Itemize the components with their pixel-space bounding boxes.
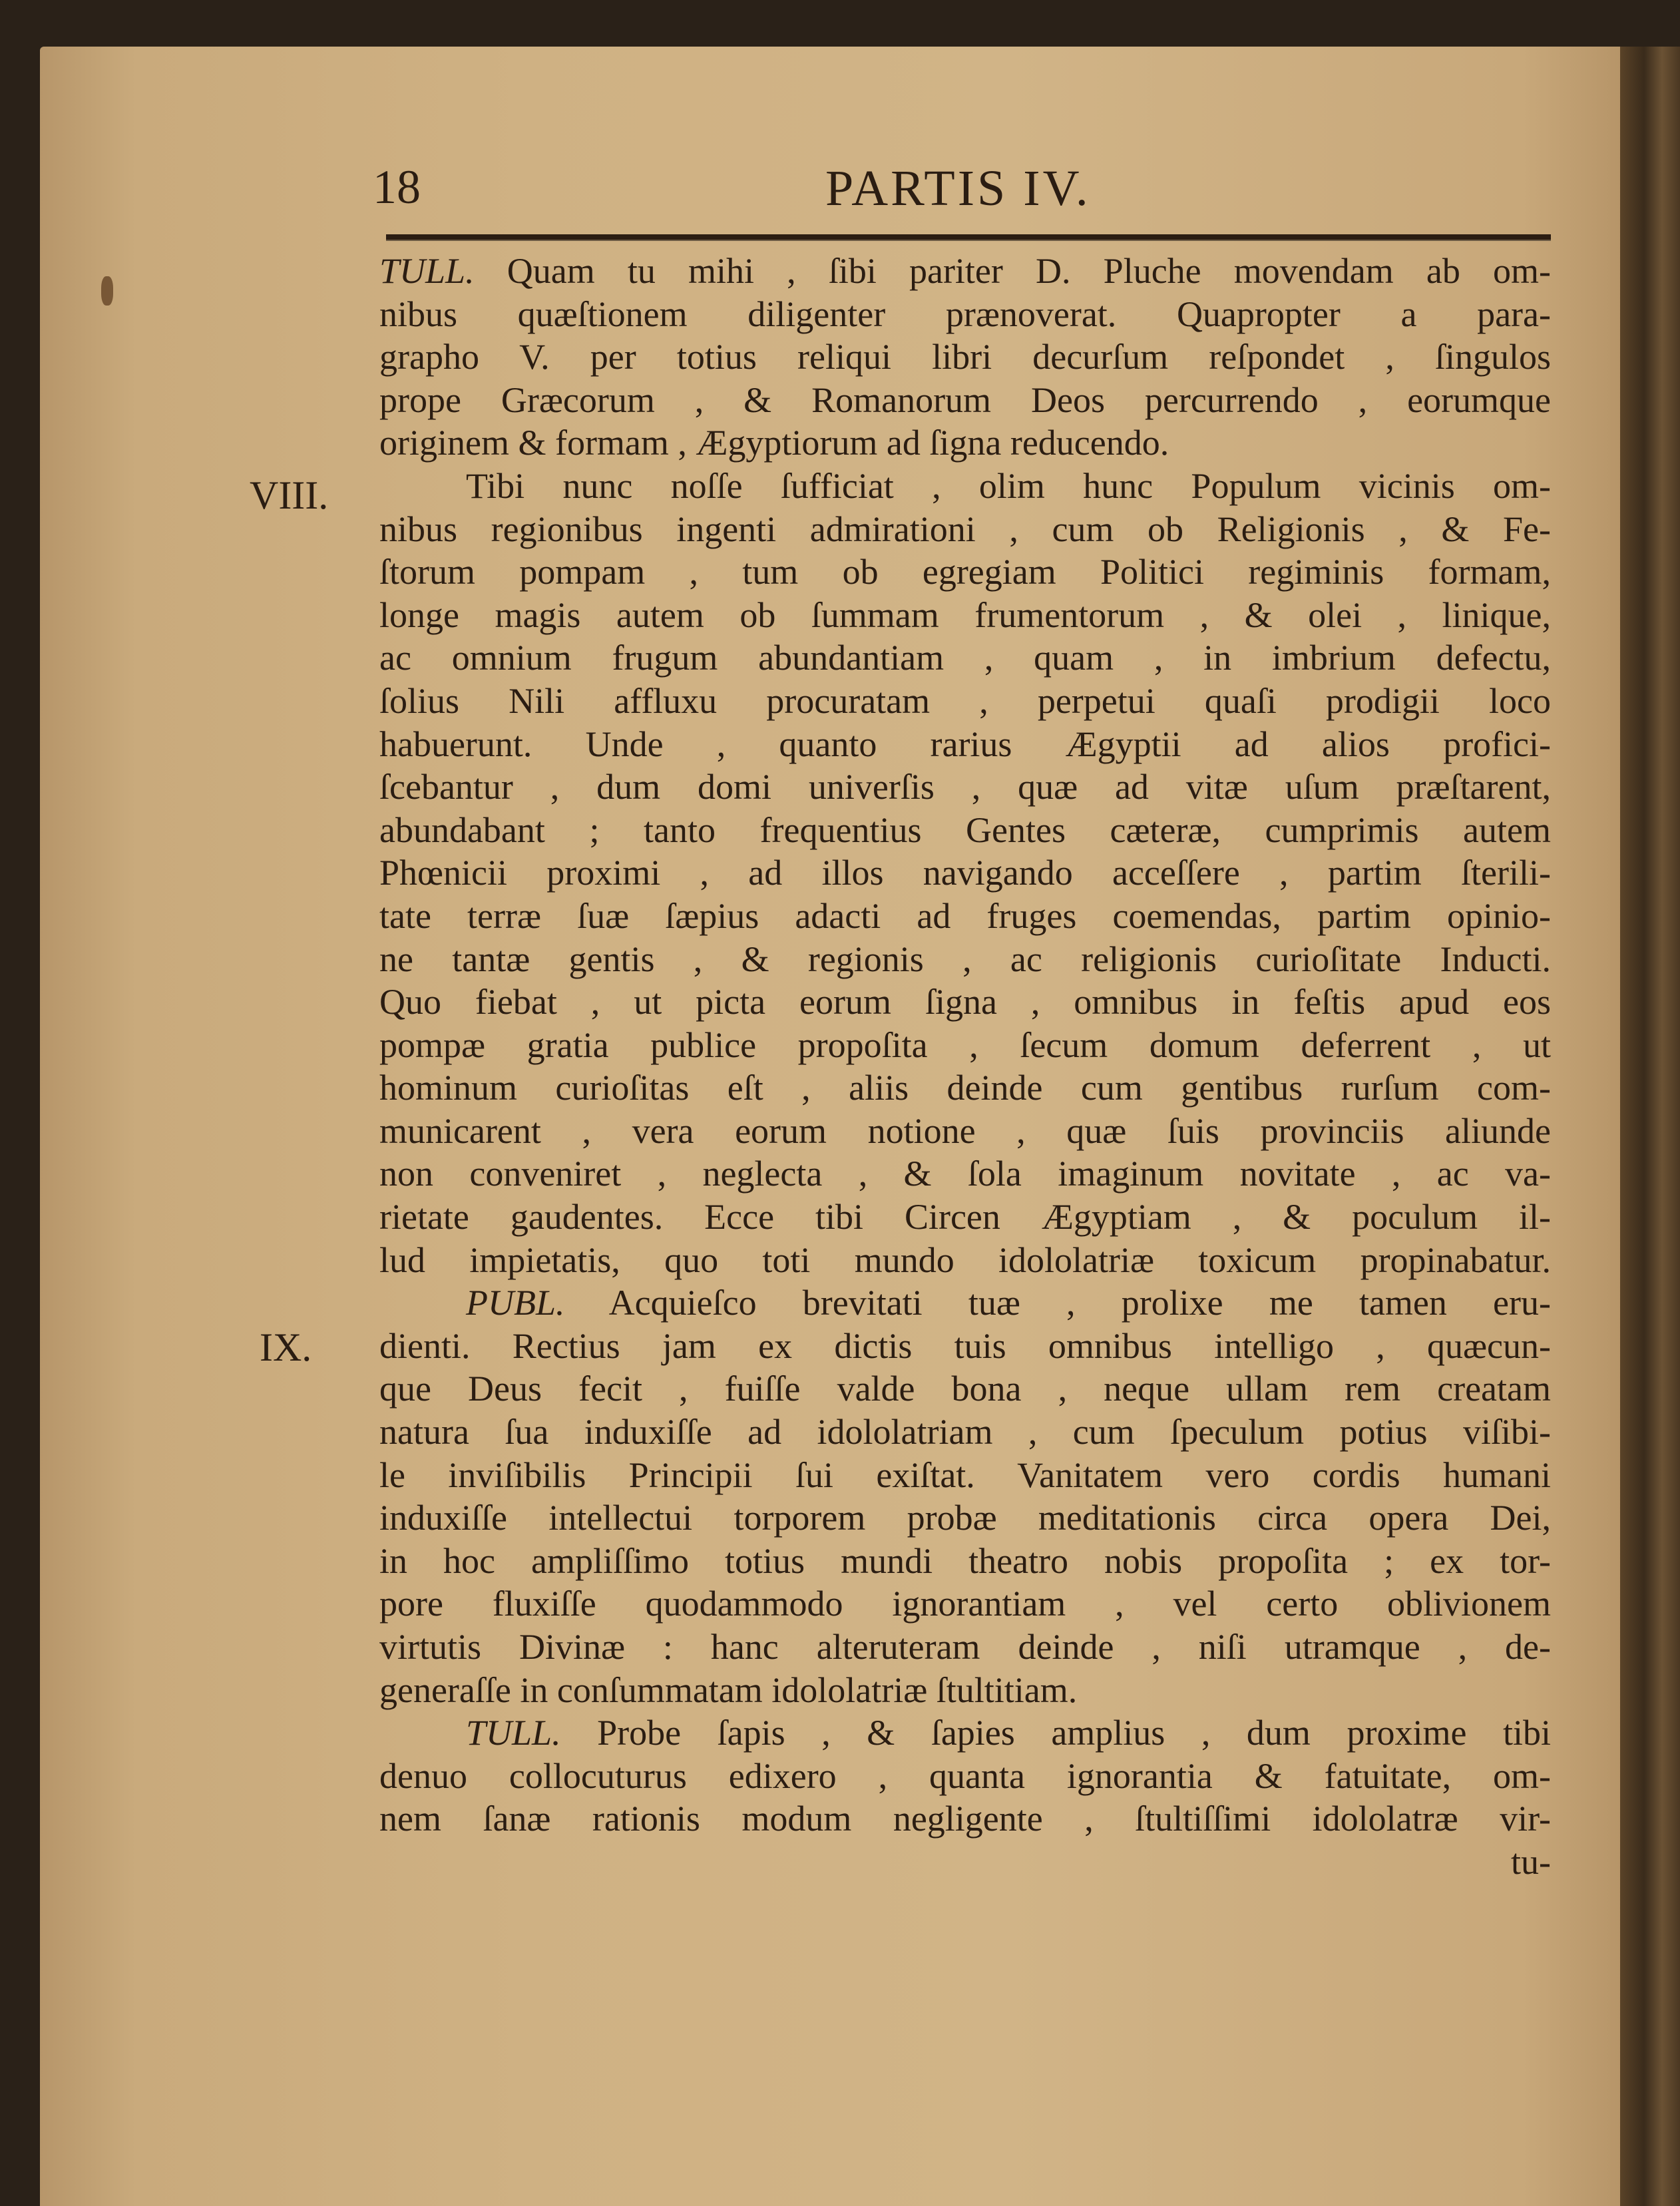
page-number: 18 (373, 160, 421, 214)
text-line: le inviſibilis Principii ſui exiſtat. Vanitatem vero cordis humani (379, 1454, 1551, 1495)
text-line: virtutis Divinæ : hanc alteruteram deinde , niſi utramque , de- (379, 1627, 1551, 1667)
text-line: denuo collocuturus edixero , quanta ignorantia & fatuitate, om- (379, 1755, 1551, 1796)
text-line: ac omnium frugum abundantiam , quam , in imbrium defectu, (379, 638, 1551, 678)
text-line: nibus regionibus ingenti admirationi , cum ob Religionis , & Fe- (379, 509, 1551, 549)
catchword: tu- (1511, 1841, 1551, 1882)
text-line: TULL. Quam tu mihi , ſibi pariter D. Pluche movendam ab om- (379, 251, 1551, 291)
text-line: ſcebantur , dum domi univerſis , quæ ad vitæ uſum præſtarent, (379, 767, 1551, 807)
speaker-label: TULL. (379, 251, 475, 291)
text-line: municarent , vera eorum notione , quæ ſuis provinciis aliunde (379, 1110, 1551, 1151)
text-line: pore fluxiſſe quodammodo ignorantiam , vel certo oblivionem (379, 1584, 1551, 1624)
text-line: lud impietatis, quo toti mundo idololatriæ toxicum propinabatur. (379, 1239, 1551, 1280)
text-line: nibus quæſtionem diligenter prænoverat. Quapropter a para- (379, 294, 1551, 334)
text-line: Tibi nunc noſſe ſufficiat , olim hunc Populum vicinis om- (466, 465, 1551, 506)
text-line: nem ſanæ rationis modum negligente , ſtultiſſimi idololatræ vir- (379, 1799, 1551, 1839)
text-line: ſolius Nili affluxu procuratam , perpetui quaſi prodigii loco (379, 680, 1551, 721)
text-line: rietate gaudentes. Ecce tibi Circen Ægyptiam , & poculum il- (379, 1197, 1551, 1237)
text-line: ſtorum pompam , tum ob egregiam Politici regiminis formam, (379, 552, 1551, 592)
text-line: natura ſua induxiſſe ad idololatriam , cum ſpeculum potius viſibi- (379, 1412, 1551, 1452)
text-line: TULL. Probe ſapis , & ſapies amplius , dum proxime tibi (466, 1713, 1551, 1753)
text-line: grapho V. per totius reliqui libri decurſum reſpondet , ſingulos (379, 337, 1551, 377)
text-line: habuerunt. Unde , quanto rarius Ægyptii ad alios profici- (379, 724, 1551, 764)
text-line: PUBL. Acquieſco brevitati tuæ , prolixe me tamen eru- (466, 1283, 1551, 1323)
speaker-label: TULL. (466, 1713, 561, 1753)
running-head (373, 160, 1558, 233)
book-spine-edge (1620, 47, 1680, 2206)
text-line: pompæ gratia publice propoſita , ſecum domum deferrent , ut (379, 1024, 1551, 1065)
text-line: ne tantæ gentis , & regionis , ac religionis curioſitate Inducti. (379, 939, 1551, 979)
text-line: abundabant ; tanto frequentius Gentes cæteræ, cumprimis autem (379, 809, 1551, 850)
text-line: longe magis autem ob ſummam frumentorum , & olei , linique, (379, 594, 1551, 635)
text-line: que Deus fecit , fuiſſe valde bona , neque ullam rem creatam (379, 1369, 1551, 1409)
header-rule (386, 234, 1551, 241)
text-line: hominum curioſitas eſt , aliis deinde cum gentibus rurſum com- (379, 1068, 1551, 1108)
text-line: dienti. Rectius jam ex dictis tuis omnibus intelligo , quæcun- (379, 1325, 1551, 1366)
text-line: Quo fiebat , ut picta eorum ſigna , omnibus in feſtis apud eos (379, 982, 1551, 1022)
text-line: Phœnicii proximi , ad illos navigando acceſſere , partim ſterili- (379, 853, 1551, 893)
ink-blot (101, 276, 113, 306)
text-line: originem & formam , Ægyptiorum ad ſigna reducendo. (379, 423, 1169, 463)
margin-note-ix: IX. (260, 1325, 312, 1369)
body-text (379, 250, 1551, 1884)
margin-note-viii: VIII. (250, 473, 329, 517)
header-title: PARTIS IV. (825, 160, 1091, 216)
text-line: generaſſe in conſummatam idololatriæ ſtultitiam. (379, 1669, 1078, 1710)
text-line: non conveniret , neglecta , & ſola imaginum novitate , ac va- (379, 1154, 1551, 1194)
text-line: tate terræ ſuæ ſæpius adacti ad fruges coemendas, partim opinio- (379, 895, 1551, 936)
text-line: induxiſſe intellectui torporem probæ meditationis circa opera Dei, (379, 1498, 1551, 1538)
speaker-label: PUBL. (466, 1283, 565, 1323)
text-line: in hoc ampliſſimo totius mundi theatro nobis propoſita ; ex tor- (379, 1540, 1551, 1581)
text-line: prope Græcorum , & Romanorum Deos percurrendo , eorumque (379, 379, 1551, 420)
